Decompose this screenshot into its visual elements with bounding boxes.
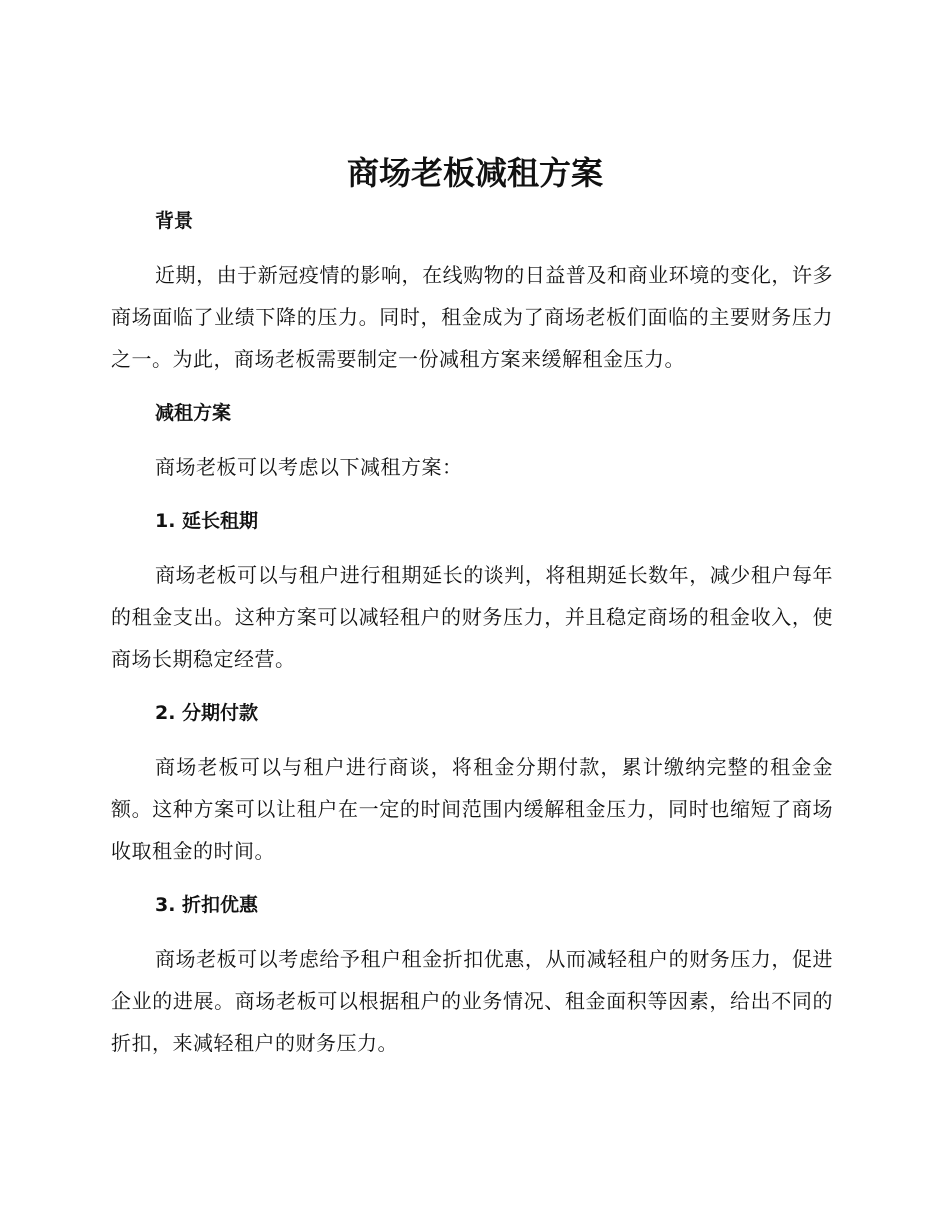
paragraph-installments: 商场老板可以与租户进行商谈，将租金分期付款，累计缴纳完整的租金金额。这种方案可以让租户在一定的时间范围内缓解租金压力，同时也缩短了商场收取租金的时间。 [111,755,833,863]
paragraph-extend-lease: 商场老板可以与租户进行租期延长的谈判，将租期延长数年，减少租户每年的租金支出。这种方案可以减轻租户的财务压力，并且稳定商场的租金收入，使商场长期稳定经营。 [111,563,833,671]
subheading-installments: 2. 分期付款 [155,702,259,724]
page-title: 商场老板减租方案 [346,154,603,192]
section-heading-background: 背景 [155,210,194,232]
document-body [111,200,833,1076]
paragraph-discount: 商场老板可以考虑给予租户租金折扣优惠，从而减轻租户的财务压力，促进企业的进展。商场老板可以根据租户的业务情况、租金面积等因素，给出不同的折扣，来减轻租户的财务压力。 [111,947,833,1055]
paragraph-plan-intro: 商场老板可以考虑以下减租方案： [155,455,463,479]
subheading-discount: 3. 折扣优惠 [155,894,259,916]
subheading-extend-lease: 1. 延长租期 [155,510,259,532]
section-heading-plan: 减租方案 [155,402,232,424]
paragraph-background: 近期，由于新冠疫情的影响，在线购物的日益普及和商业环境的变化，许多商场面临了业绩下降的压力。同时，租金成为了商场老板们面临的主要财务压力之一。为此，商场老板需要制定一份减租方案来缓解租金压力。 [111,263,833,371]
